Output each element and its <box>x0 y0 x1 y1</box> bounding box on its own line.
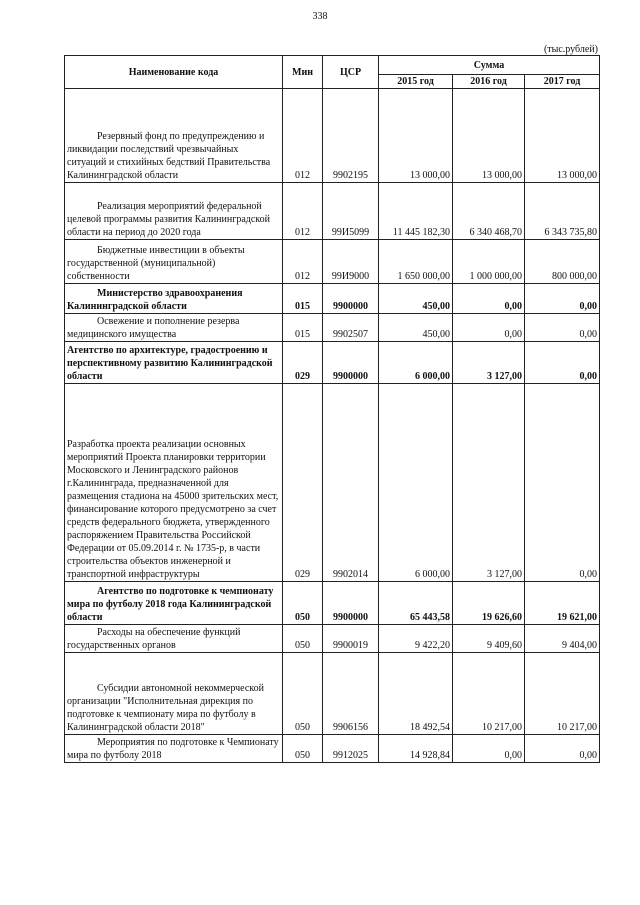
header-min: Мин <box>283 56 323 89</box>
row-sum-2017: 6 343 735,80 <box>525 183 600 240</box>
row-sum-2016: 3 127,00 <box>453 342 525 384</box>
row-sum-2016: 6 340 468,70 <box>453 183 525 240</box>
row-csr: 9902507 <box>323 314 379 342</box>
table-row <box>65 625 600 653</box>
row-min: 050 <box>283 582 323 625</box>
row-csr: 9912025 <box>323 735 379 763</box>
row-sum-2017: 0,00 <box>525 384 600 582</box>
table-row <box>65 582 600 625</box>
row-name: Субсидии автономной некоммерческой организации "Исполнительная дирекция по подготовке к чемпионату мира по футболу в Калининградской области 2018" <box>65 653 283 735</box>
row-sum-2015: 13 000,00 <box>379 89 453 183</box>
row-sum-2015: 65 443,58 <box>379 582 453 625</box>
table-row <box>65 89 600 183</box>
row-sum-2017: 0,00 <box>525 342 600 384</box>
table-row <box>65 314 600 342</box>
header-name: Наименование кода <box>65 56 283 89</box>
row-sum-2016: 9 409,60 <box>453 625 525 653</box>
row-sum-2016: 3 127,00 <box>453 384 525 582</box>
table-row <box>65 240 600 284</box>
row-sum-2015: 6 000,00 <box>379 384 453 582</box>
row-min: 012 <box>283 89 323 183</box>
table-row <box>65 384 600 582</box>
row-min: 029 <box>283 384 323 582</box>
row-sum-2017: 0,00 <box>525 314 600 342</box>
row-sum-2016: 0,00 <box>453 314 525 342</box>
row-sum-2017: 800 000,00 <box>525 240 600 284</box>
header-2015: 2015 год <box>379 75 453 89</box>
row-csr: 9900019 <box>323 625 379 653</box>
table-row <box>65 653 600 735</box>
page-number: 338 <box>312 11 328 22</box>
budget-table <box>64 55 600 763</box>
row-csr: 99И9000 <box>323 240 379 284</box>
row-name: Разработка проекта реализации основных мероприятий Проекта планировки территории Московского и Ленинградского районов г.Калининграда, предназначенной для размещения стадиона на 45000 зрительских мест, финансирование которого предусмотрено за счет средств федерального бюджета, утвержденного распоряжением Правительства Российской Федерации от 05.09.2014 г. № 1735-р, в части строительства объектов инженерной и транспортной инфраструктуры <box>65 384 283 582</box>
row-name: Резервный фонд по предупреждению и ликвидации последствий чрезвычайных ситуаций и стихийных бедствий Правительства Калининградской области <box>65 89 283 183</box>
row-sum-2016: 0,00 <box>453 284 525 314</box>
row-min: 050 <box>283 735 323 763</box>
row-name: Реализация мероприятий федеральной целевой программы развития Калининградской области на период до 2020 года <box>65 183 283 240</box>
row-csr: 9900000 <box>323 284 379 314</box>
row-csr: 9902195 <box>323 89 379 183</box>
row-min: 050 <box>283 653 323 735</box>
row-min: 015 <box>283 314 323 342</box>
table-row <box>65 183 600 240</box>
row-csr: 9902014 <box>323 384 379 582</box>
row-sum-2015: 9 422,20 <box>379 625 453 653</box>
row-name: Расходы на обеспечение функций государственных органов <box>65 625 283 653</box>
row-name: Министерство здравоохранения Калининградской области <box>65 284 283 314</box>
row-sum-2016: 0,00 <box>453 735 525 763</box>
row-sum-2017: 10 217,00 <box>525 653 600 735</box>
row-csr: 9906156 <box>323 653 379 735</box>
row-sum-2016: 13 000,00 <box>453 89 525 183</box>
row-name: Агентство по архитектуре, градостроению и перспективному развитию Калининградской области <box>65 342 283 384</box>
row-min: 012 <box>283 183 323 240</box>
row-name: Бюджетные инвестиции в объекты государственной (муниципальной) собственности <box>65 240 283 284</box>
unit-label: (тыс.рублей) <box>543 44 598 55</box>
row-sum-2017: 19 621,00 <box>525 582 600 625</box>
row-min: 012 <box>283 240 323 284</box>
table-row <box>65 284 600 314</box>
table-row <box>65 342 600 384</box>
header-2016: 2016 год <box>453 75 525 89</box>
row-min: 015 <box>283 284 323 314</box>
header-sum: Сумма <box>379 56 600 75</box>
row-sum-2016: 19 626,60 <box>453 582 525 625</box>
row-sum-2017: 0,00 <box>525 735 600 763</box>
row-csr: 99И5099 <box>323 183 379 240</box>
row-csr: 9900000 <box>323 582 379 625</box>
row-sum-2015: 450,00 <box>379 314 453 342</box>
row-name: Агентство по подготовке к чемпионату мира по футболу 2018 года Калининградской области <box>65 582 283 625</box>
row-sum-2016: 10 217,00 <box>453 653 525 735</box>
row-sum-2015: 450,00 <box>379 284 453 314</box>
row-sum-2015: 18 492,54 <box>379 653 453 735</box>
row-sum-2015: 11 445 182,30 <box>379 183 453 240</box>
row-sum-2017: 9 404,00 <box>525 625 600 653</box>
row-min: 029 <box>283 342 323 384</box>
row-name: Освежение и пополнение резерва медицинского имущества <box>65 314 283 342</box>
row-name: Мероприятия по подготовке к Чемпионату мира по футболу 2018 <box>65 735 283 763</box>
row-sum-2017: 13 000,00 <box>525 89 600 183</box>
row-sum-2015: 14 928,84 <box>379 735 453 763</box>
table-row <box>65 735 600 763</box>
row-csr: 9900000 <box>323 342 379 384</box>
header-2017: 2017 год <box>525 75 600 89</box>
row-sum-2015: 6 000,00 <box>379 342 453 384</box>
row-min: 050 <box>283 625 323 653</box>
row-sum-2017: 0,00 <box>525 284 600 314</box>
row-sum-2015: 1 650 000,00 <box>379 240 453 284</box>
header-csr: ЦСР <box>323 56 379 89</box>
row-sum-2016: 1 000 000,00 <box>453 240 525 284</box>
